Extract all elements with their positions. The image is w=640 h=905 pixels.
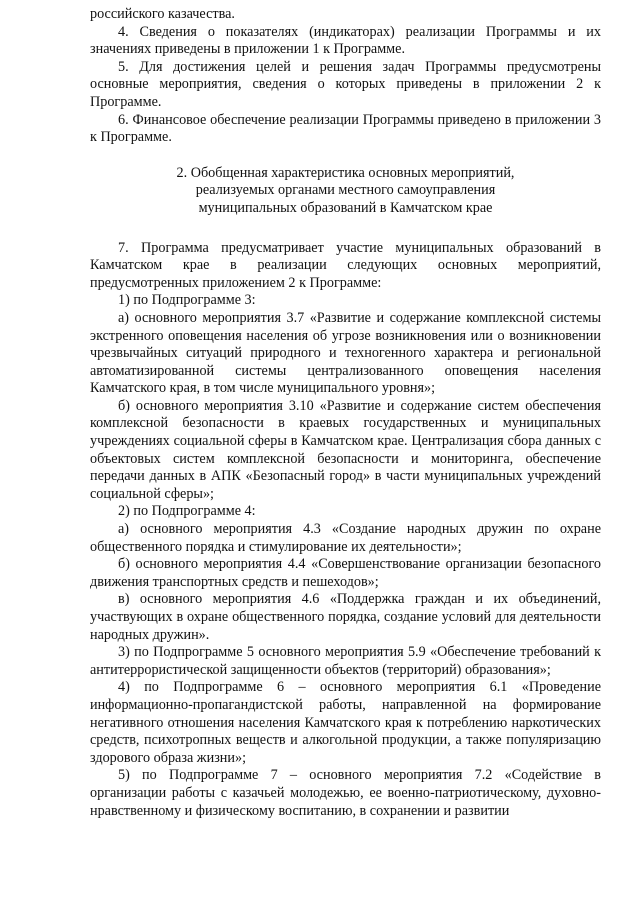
list-item-subprogram-6: 4) по Подпрограмме 6 – основного мероприятия 6.1 «Проведение информационно-пропагандистской работы, направленной на формирование негативного отношения населения Камчатского края к потреблению наркотических средств, психотропных веществ и алкогольной продукции, а также популяризацию здорового образа жизни»; (90, 679, 601, 766)
list-item-subprogram-7: 5) по Подпрограмме 7 – основного мероприятия 7.2 «Содействие в организации работы с казачьей молодежью, ее военно-патриотическому, духовно-нравственному и физическому воспитанию, в сохранении и развитии (90, 767, 601, 819)
section-heading (90, 165, 601, 218)
paragraph-6: 6. Финансовое обеспечение реализации Программы приведено в приложении 3 к Программе. (90, 111, 601, 146)
section-heading-line: 2. Обобщенная характеристика основных мероприятий, (176, 164, 515, 181)
section-heading-line: реализуемых органами местного самоуправления (195, 182, 496, 199)
list-item-3-10: б) основного мероприятия 3.10 «Развитие и содержание систем обеспечения комплексной безопасности в краевых государственных и муниципальных учреждениях социальной сферы в Камчатском крае. Централизация сбора данных с объектовых систем комплексной безопасности и мониторинга, обеспечение передачи данных в АПК «Безопасный город» в части муниципальных учреждений социальной сферы»; (90, 397, 601, 502)
list-item-subprogram-4: 2) по Подпрограмме 4: (118, 503, 256, 520)
list-item-subprogram-3: 1) по Подпрограмме 3: (118, 292, 256, 309)
paragraph-5: 5. Для достижения целей и решения задач Программы предусмотрены основные мероприятия, сведения о которых приведены в приложении 2 к Программе. (90, 58, 601, 110)
section-heading-line: муниципальных образований в Камчатском крае (198, 199, 493, 216)
document-body (90, 6, 601, 820)
list-item-4-4: б) основного мероприятия 4.4 «Совершенствование организации безопасного движения транспортных средств и пешеходов»; (90, 556, 601, 590)
paragraph-4: 4. Сведения о показателях (индикаторах) реализации Программы и их значениях приведены в приложении 1 к Программе. (90, 23, 601, 58)
list-item-4-3: а) основного мероприятия 4.3 «Создание народных дружин по охране общественного порядка и стимулирование их деятельности»; (90, 521, 601, 555)
list-item-4-6: в) основного мероприятия 4.6 «Поддержка граждан и их объединений, участвующих в охране общественного порядка, создание условий для деятельности народных дружин». (90, 591, 601, 643)
list-item-subprogram-5: 3) по Подпрограмме 5 основного мероприятия 5.9 «Обеспечение требований к антитеррористической защищенности объектов (территорий) образования»; (90, 644, 601, 678)
paragraph-continuation: российского казачества. (90, 6, 235, 22)
paragraph-7: 7. Программа предусматривает участие муниципальных образований в Камчатском крае в реализации следующих основных мероприятий, предусмотренных приложением 2 к Программе: (90, 239, 601, 291)
list-item-3-7: а) основного мероприятия 3.7 «Развитие и содержание комплексной системы экстренного оповещения населения об угрозе возникновения или о возникновении чрезвычайных ситуаций природного и техногенного характера и региональной автоматизированной системы централизованного оповещения населения Камчатского края, в том числе муниципального уровня»; (90, 309, 601, 397)
